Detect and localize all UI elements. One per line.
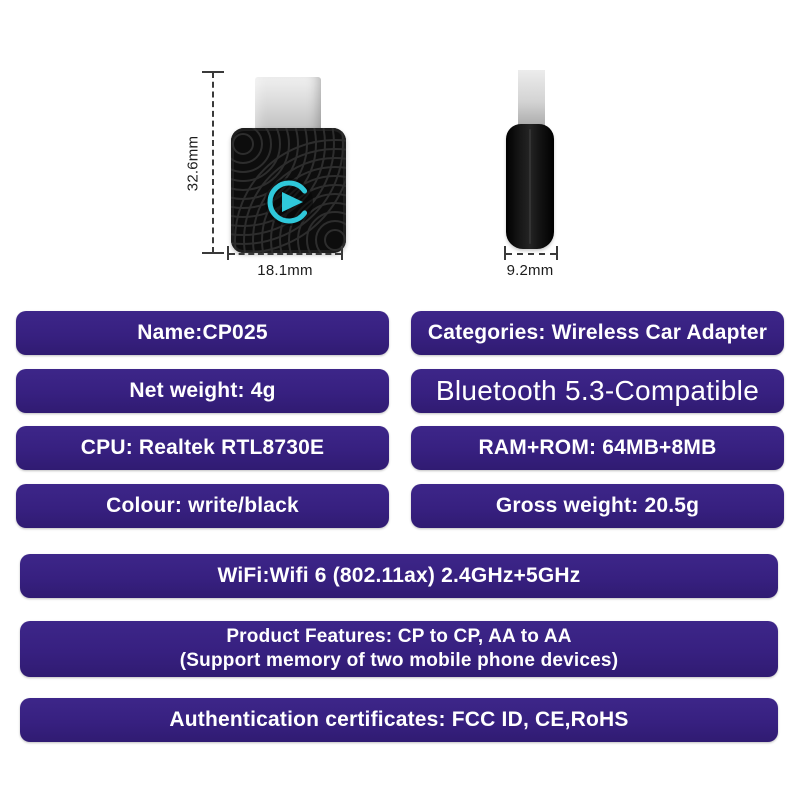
width-dimension-line	[229, 253, 341, 255]
spec-badge-features	[20, 621, 778, 677]
height-dimension-label: 32.6mm	[184, 135, 202, 192]
dongle-body-side	[506, 124, 554, 249]
fingerprint-wave-pattern	[231, 128, 346, 253]
usb-connector-side	[518, 70, 545, 128]
spec-badge-net-weight: Net weight: 4g	[16, 369, 389, 413]
dimension-cap	[202, 252, 224, 254]
spec-badge-categories: Categories: Wireless Car Adapter	[411, 311, 784, 355]
carplay-logo-icon	[265, 178, 313, 226]
side-width-dimension-line	[506, 253, 556, 255]
features-line-2: (Support memory of two mobile phone devices)	[179, 650, 619, 671]
body-seam	[529, 129, 531, 244]
spec-badge-wifi: WiFi:Wifi 6 (802.11ax) 2.4GHz+5GHz	[20, 554, 778, 598]
spec-badge-name: Name:CP025	[16, 311, 389, 355]
dimension-cap	[341, 246, 343, 260]
spec-badge-bluetooth: Bluetooth 5.3-Compatible	[411, 369, 784, 413]
spec-badge-colour: Colour: write/black	[16, 484, 389, 528]
spec-badge-ram-rom: RAM+ROM: 64MB+8MB	[411, 426, 784, 470]
width-dimension-label: 18.1mm	[257, 262, 313, 279]
usb-connector	[255, 77, 321, 131]
spec-badge-gross-weight: Gross weight: 20.5g	[411, 484, 784, 528]
features-line-1: Product Features: CP to CP, AA to AA	[226, 626, 572, 647]
spec-badge-cpu: CPU: Realtek RTL8730E	[16, 426, 389, 470]
dongle-body-front	[231, 128, 346, 253]
side-width-dimension-label: 9.2mm	[506, 262, 554, 279]
spec-badge-certificates: Authentication certificates: FCC ID, CE,RoHS	[20, 698, 778, 742]
dimension-cap	[556, 246, 558, 260]
height-dimension-line	[212, 72, 214, 253]
